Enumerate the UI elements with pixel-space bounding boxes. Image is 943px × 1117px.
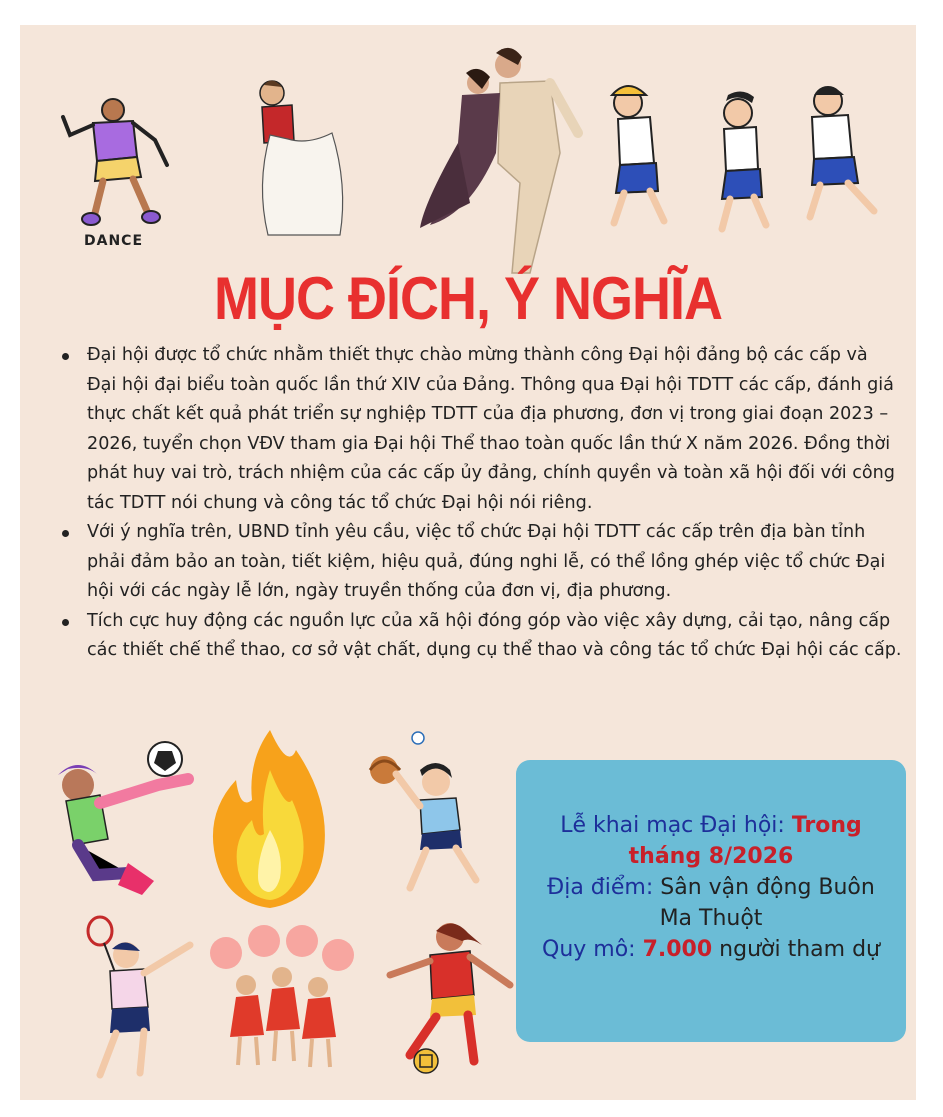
scale-line xyxy=(534,934,888,965)
bullet-item: Tích cực huy động các nguồn lực của xã hội đóng góp vào việc xây dựng, cải tạo, nâng cấp các thiết chế thể thao, cơ sở vật chất, dụng cụ thể thao và công tác tổ chức Đại hội các cấp. xyxy=(62,607,902,666)
page-title: MỤC ĐÍCH, Ý NGHĨA xyxy=(214,265,722,333)
poster xyxy=(20,25,916,1100)
bullet-item: Với ý nghĩa trên, UBND tỉnh yêu cầu, việc tổ chức Đại hội TDTT các cấp trên địa bàn tỉnh phải đảm bảo an toàn, tiết kiệm, hiệu quả, đúng nghi lễ, có thể lồng ghép việc tổ chức Đại hội với các ngày lễ lớn, ngày truyền thống của đơn vị, địa phương. xyxy=(62,518,902,607)
dance-label: DANCE xyxy=(84,233,144,249)
ballroom-couple-illustration xyxy=(400,43,600,278)
kids-racing-illustration xyxy=(598,73,898,243)
bullet-item: Đại hội được tổ chức nhằm thiết thực chào mừng thành công Đại hội đảng bộ các cấp và Đại hội đại biểu toàn quốc lần thứ XIV của Đảng. Thông qua Đại hội TDTT các cấp, đánh giá thực chất kết quả phát triển sự nghiệp TDTT của địa phương, đơn vị trong giai đoạn 2023 – 2026, tuyển chọn VĐV tham gia Đại hội Thể thao toàn quốc lần thứ X năm 2026. Đồng thời phát huy vai trò, trách nhiệm của các cấp ủy đảng, chính quyền và toàn xã hội đối với công tác TDTT nói chung và công tác tổ chức Đại hội nói riêng. xyxy=(62,341,902,518)
badminton-player-illustration xyxy=(60,915,210,1085)
soccer-player-illustration xyxy=(370,915,530,1075)
venue-value: Sân vận động Buôn Ma Thuột xyxy=(659,875,875,931)
scale-label: Quy mô: xyxy=(542,937,636,962)
opening-label: Lễ khai mạc Đại hội: xyxy=(560,813,785,838)
opening-value: Trong tháng 8/2026 xyxy=(628,813,862,869)
event-info-box xyxy=(516,760,906,1042)
soccer-girl-illustration xyxy=(38,735,198,905)
bullet-list xyxy=(62,341,902,666)
sack-race-illustration xyxy=(248,75,358,240)
opening-line xyxy=(534,810,888,872)
dancer-illustration xyxy=(55,95,175,235)
baseball-boy-illustration xyxy=(360,730,500,900)
flame-illustration xyxy=(200,730,340,910)
venue-line xyxy=(534,872,888,934)
scale-suffix: người tham dự xyxy=(719,937,880,962)
venue-label: Địa điểm: xyxy=(547,875,654,900)
cheerleaders-illustration xyxy=(200,925,360,1075)
scale-number: 7.000 xyxy=(642,937,713,962)
